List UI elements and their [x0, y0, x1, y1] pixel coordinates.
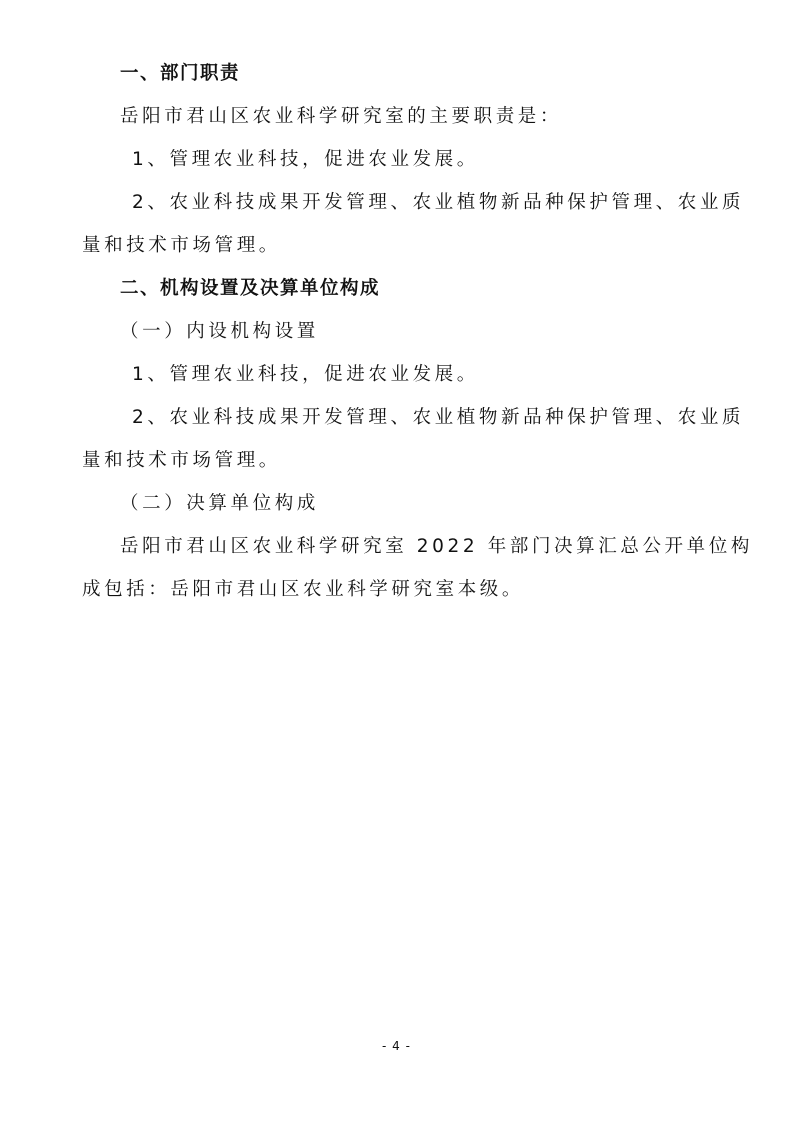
internal-item-1: 1、管理农业科技，促进农业发展。: [132, 364, 479, 385]
internal-item-2: 2、农业科技成果开发管理、农业植物新品种保护管理、农业质: [132, 407, 745, 428]
section-heading-duties: 一、部门职责: [120, 63, 241, 84]
duties-intro: 岳阳市君山区农业科学研究室的主要职责是：: [120, 106, 563, 127]
subheading-internal-structure: （一）内设机构设置: [120, 321, 319, 342]
units-paragraph: 岳阳市君山区农业科学研究室 2022 年部门决算汇总公开单位构: [120, 536, 753, 557]
section-heading-organization: 二、机构设置及决算单位构成: [120, 278, 381, 299]
subheading-accounting-units: （二）决算单位构成: [120, 493, 319, 514]
duty-item-1: 1、管理农业科技，促进农业发展。: [132, 149, 479, 170]
duty-item-2: 2、农业科技成果开发管理、农业植物新品种保护管理、农业质: [132, 192, 745, 213]
duty-item-2-continued: 量和技术市场管理。: [82, 235, 281, 256]
units-paragraph-continued: 成包括：岳阳市君山区农业科学研究室本级。: [82, 579, 525, 600]
page-content: [82, 52, 753, 611]
page-number: - 4 -: [382, 1039, 411, 1053]
internal-item-2-continued: 量和技术市场管理。: [82, 450, 281, 471]
